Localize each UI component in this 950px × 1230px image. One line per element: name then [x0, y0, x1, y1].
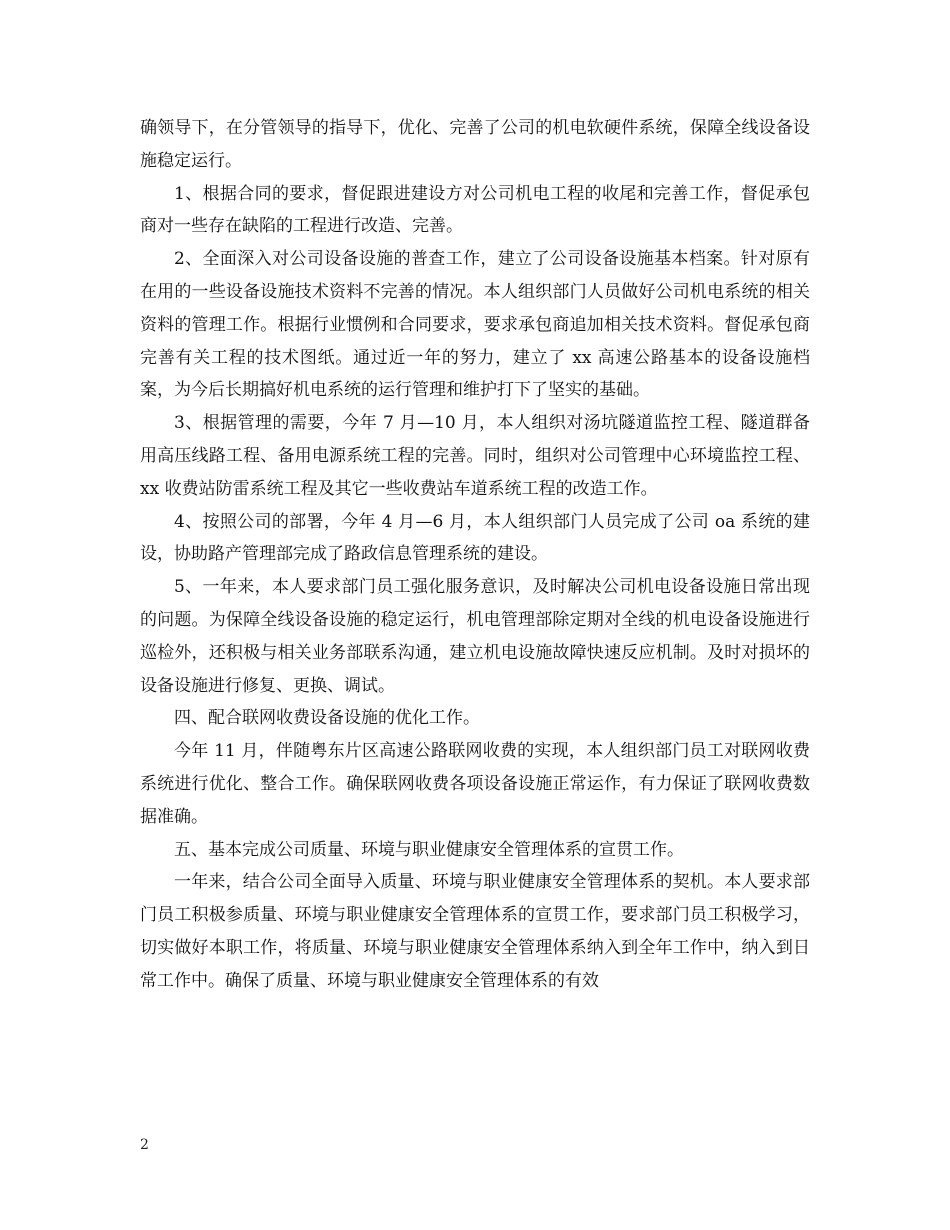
paragraph-1: 确领导下，在分管领导的指导下，优化、完善了公司的机电软硬件系统，保障全线设备设施稳定运行。	[140, 118, 810, 171]
document-body	[140, 112, 810, 998]
paragraph-4: 3、根据管理的需要，今年 7 月—10 月，本人组织对汤坑隧道监控工程、隧道群备用高压线路工程、备用电源系统工程的完善。同时，组织对公司管理中心环境监控工程、xx 收费站防雷系统工程及其它一些收费站车道系统工程的改造工作。	[140, 413, 810, 499]
paragraph-7-heading: 四、配合联网收费设备设施的优化工作。	[174, 708, 480, 729]
paragraph-10: 一年来，结合公司全面导入质量、环境与职业健康安全管理体系的契机。本人要求部门员工积极参质量、环境与职业健康安全管理体系的宣贯工作，要求部门员工积极学习，切实做好本职工作，将质量、环境与职业健康安全管理体系纳入到全年工作中，纳入到日常工作中。确保了质量、环境与职业健康安全管理体系的有效	[140, 872, 810, 991]
paragraph-9-heading: 五、基本完成公司质量、环境与职业健康安全管理体系的宣贯工作。	[174, 839, 684, 860]
paragraph-2: 1、根据合同的要求，督促跟进建设方对公司机电工程的收尾和完善工作，督促承包商对一些存在缺陷的工程进行改造、完善。	[140, 183, 810, 237]
paragraph-5: 4、按照公司的部署，今年 4 月—6 月，本人组织部门人员完成了公司 oa 系统的建设，协助路产管理部完成了路政信息管理系统的建设。	[140, 511, 810, 565]
page-number: 2	[140, 1137, 149, 1153]
paragraph-6: 5、一年来，本人要求部门员工强化服务意识，及时解决公司机电设备设施日常出现的问题。为保障全线设备设施的稳定运行，机电管理部除定期对全线的机电设备设施进行巡检外，还积极与相关业务部联系沟通，建立机电设施故障快速反应机制。及时对损坏的设备设施进行修复、更换、调试。	[140, 577, 810, 696]
paragraph-8: 今年 11 月，伴随粤东片区高速公路联网收费的实现，本人组织部门员工对联网收费系统进行优化、整合工作。确保联网收费各项设备设施正常运作，有力保证了联网收费数据准确。	[140, 741, 810, 827]
paragraph-3: 2、全面深入对公司设备设施的普查工作，建立了公司设备设施基本档案。针对原有在用的一些设备设施技术资料不完善的情况。本人组织部门人员做好公司机电系统的相关资料的管理工作。根据行业惯例和合同要求，要求承包商追加相关技术资料。督促承包商完善有关工程的技术图纸。通过近一年的努力，建立了 xx 高速公路基本的设备设施档案，为今后长期搞好机电系统的运行管理和维护打下了坚实的基础。	[140, 249, 810, 401]
